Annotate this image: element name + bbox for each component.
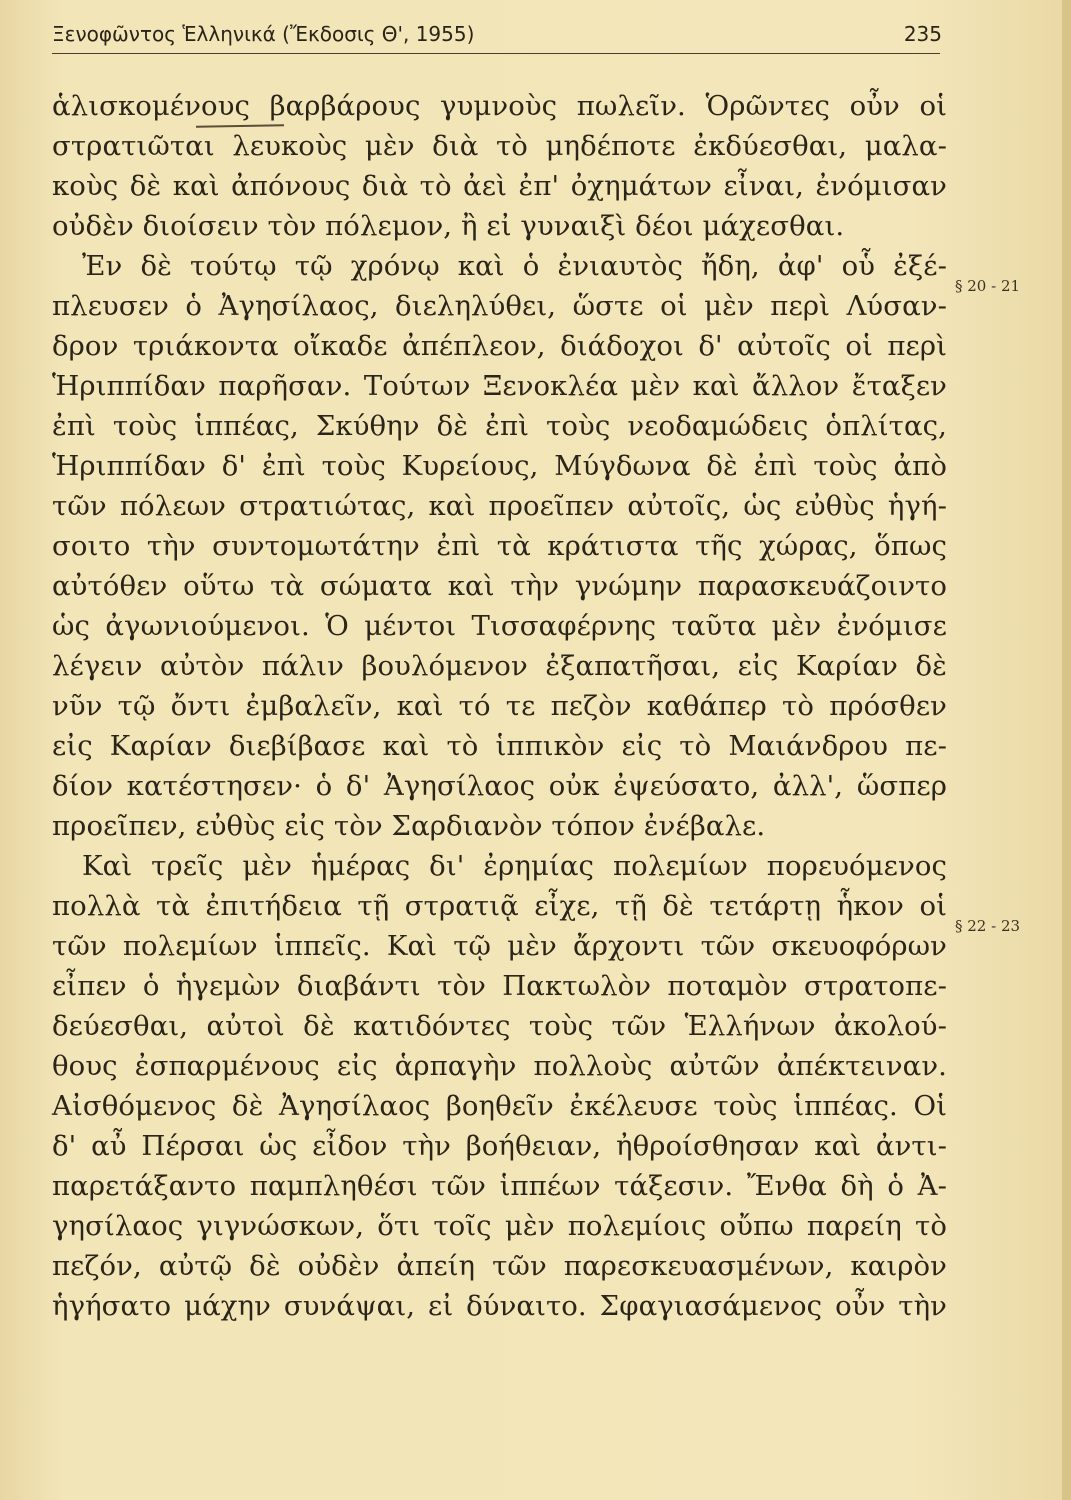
text-line: προεῖπεν, εὐθὺς εἰς τὸν Σαρδιανὸν τόπον ἐνέβαλε. xyxy=(52,810,766,842)
text-line: δεύεσθαι, αὐτοὶ δὲ κατιδόντες τοὺς τῶν Ἑλλήνων ἀκολού- xyxy=(52,1010,947,1042)
page-header xyxy=(52,18,942,52)
page-number: 235 xyxy=(903,22,942,46)
margin-section-note: § 20 - 21 xyxy=(955,277,1021,295)
text-line: γησίλαος γιγνώσκων, ὅτι τοῖς μὲν πολεμίοις οὔπω παρείη τὸ xyxy=(52,1210,947,1242)
text-line: παρετάξαντο παμπληθέσι τῶν ἱππέων τάξεσιν. Ἔνθα δὴ ὁ Ἀ- xyxy=(52,1170,947,1202)
text-line: Καὶ τρεῖς μὲν ἡμέρας δι' ἐρημίας πολεμίων πορευόμενος xyxy=(82,850,947,882)
text-line: πολλὰ τὰ ἐπιτήδεια τῇ στρατιᾷ εἶχε, τῇ δὲ τετάρτῃ ἧκον οἱ xyxy=(52,890,947,922)
text-line: ἐπὶ τοὺς ἱππέας, Σκύθην δὲ ἐπὶ τοὺς νεοδαμώδεις ὁπλίτας, xyxy=(52,410,947,442)
text-line: εἶπεν ὁ ἡγεμὼν διαβάντι τὸν Πακτωλὸν ποταμὸν στρατοπε- xyxy=(52,970,947,1002)
text-line: Ἡριππίδαν δ' ἐπὶ τοὺς Κυρείους, Μύγδωνα δὲ ἐπὶ τοὺς ἀπὸ xyxy=(52,450,947,482)
text-line: πλευσεν ὁ Ἀγησίλαος, διεληλύθει, ὥστε οἱ μὲν περὶ Λύσαν- xyxy=(52,290,947,322)
text-line: Αἰσθόμενος δὲ Ἀγησίλαος βοηθεῖν ἐκέλευσε τοὺς ἱππέας. Οἱ xyxy=(52,1090,947,1122)
margin-section-note: § 22 - 23 xyxy=(955,917,1021,935)
header-rule xyxy=(52,53,940,54)
text-line: ὡς ἀγωνιούμενοι. Ὁ μέντοι Τισσαφέρνης ταῦτα μὲν ἐνόμισε xyxy=(52,610,947,642)
text-line: Ἐν δὲ τούτῳ τῷ χρόνῳ καὶ ὁ ἐνιαυτὸς ἤδη, ἀφ' οὗ ἐξέ- xyxy=(82,250,947,282)
text-line: τῶν πολεμίων ἱππεῖς. Καὶ τῷ μὲν ἄρχοντι τῶν σκευοφόρων xyxy=(52,930,947,962)
text-line: σοιτο τὴν συντομωτάτην ἐπὶ τὰ κράτιστα τῆς χώρας, ὅπως xyxy=(52,530,947,562)
text-line: τῶν πόλεων στρατιώτας, καὶ προεῖπεν αὐτοῖς, ὡς εὐθὺς ἡγή- xyxy=(52,490,947,522)
text-line: κοὺς δὲ καὶ ἀπόνους διὰ τὸ ἀεὶ ἐπ' ὀχημάτων εἶναι, ἐνόμισαν xyxy=(52,170,947,202)
body-text xyxy=(52,86,947,1326)
text-line: οὐδὲν διοίσειν τὸν πόλεμον, ἢ εἰ γυναιξὶ δέοι μάχεσθαι. xyxy=(52,210,845,242)
text-line: ἡγήσατο μάχην συνάψαι, εἰ δύναιτο. Σφαγιασάμενος οὖν τὴν xyxy=(52,1290,947,1322)
text-line: θους ἐσπαρμένους εἰς ἁρπαγὴν πολλοὺς αὐτῶν ἀπέκτειναν. xyxy=(52,1050,947,1082)
text-line: πεζόν, αὐτῷ δὲ οὐδὲν ἀπείη τῶν παρεσκευασμένων, καιρὸν xyxy=(52,1250,947,1282)
page-binding-edge xyxy=(1062,0,1071,1500)
text-line: νῦν τῷ ὄντι ἐμβαλεῖν, καὶ τό τε πεζὸν καθάπερ τὸ πρόσθεν xyxy=(52,690,947,722)
text-line: ἁλισκομένους βαρβάρους γυμνοὺς πωλεῖν. Ὁρῶντες οὖν οἱ xyxy=(52,90,947,122)
text-line: Ἡριππίδαν παρῆσαν. Τούτων Ξενοκλέα μὲν καὶ ἄλλον ἔταξεν xyxy=(52,370,947,402)
running-title: Ξενοφῶντος Ἑλληνικά (Ἔκδοσις Θ', 1955) xyxy=(52,22,475,46)
text-line: δίον κατέστησεν· ὁ δ' Ἀγησίλαος οὐκ ἐψεύσατο, ἀλλ', ὥσπερ xyxy=(52,770,947,802)
text-line: αὐτόθεν οὕτω τὰ σώματα καὶ τὴν γνώμην παρασκευάζοιντο xyxy=(52,570,947,602)
text-line: δρον τριάκοντα οἴκαδε ἀπέπλεον, διάδοχοι δ' αὐτοῖς οἱ περὶ xyxy=(52,330,947,362)
text-line: εἰς Καρίαν διεβίβασε καὶ τὸ ἱππικὸν εἰς τὸ Μαιάνδρου πε- xyxy=(52,730,947,762)
text-line: δ' αὖ Πέρσαι ὡς εἶδον τὴν βοήθειαν, ἠθροίσθησαν καὶ ἀντι- xyxy=(52,1130,947,1162)
text-line: στρατιῶται λευκοὺς μὲν διὰ τὸ μηδέποτε ἐκδύεσθαι, μαλα- xyxy=(52,130,947,162)
text-line: λέγειν αὐτὸν πάλιν βουλόμενον ἐξαπατῆσαι, εἰς Καρίαν δὲ xyxy=(52,650,947,682)
